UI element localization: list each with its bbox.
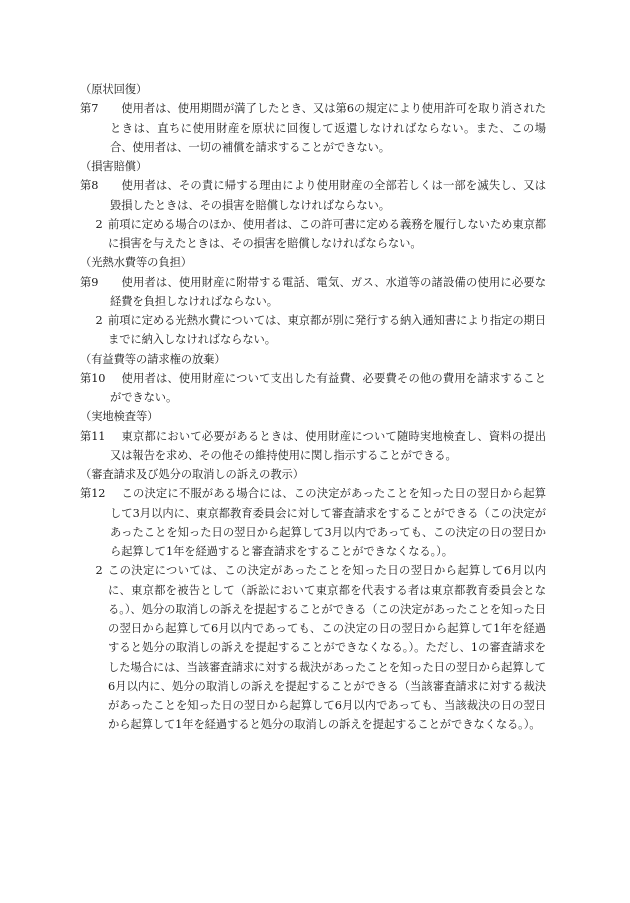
article-text: 使用者は、その責に帰する理由により使用財産の全部若しくは一部を滅失し、又は毀損したときは、その損害を賠償しなければならない。 <box>110 179 546 212</box>
section-heading: （審査請求及び処分の取消しの訴えの教示） <box>80 468 304 481</box>
article-number: 第8 <box>80 179 99 193</box>
section-heading: （実地検査等） <box>80 410 159 424</box>
article-number: 第10 <box>80 371 106 385</box>
paragraph-number: 2 <box>95 564 103 578</box>
article-11 <box>80 427 546 466</box>
article-text: この決定に不服がある場合には、この決定があったことを知った日の翌日から起算して3月以内に、東京都教育委員会に対して審査請求をすることができる（この決定があったことを知った日の翌日から起算して3月以内であっても、この決定の日の翌日から起算して1年を経過すると審査請求をすることができなくなる。）。 <box>110 487 546 558</box>
section-utilities <box>80 253 546 349</box>
article-8-paragraph-2 <box>80 215 546 254</box>
section-restoration <box>80 80 546 157</box>
paragraph-text: 前項に定める場合のほか、使用者は、この許可書に定める義務を履行しないため東京都に損害を与えたときは、その損害を賠償しなければならない。 <box>108 217 546 250</box>
article-9 <box>80 273 546 312</box>
paragraph-number: 2 <box>95 217 103 231</box>
section-appeal-notice <box>80 465 546 735</box>
article-number: 第11 <box>80 429 106 443</box>
article-text: 東京都において必要があるときは、使用財産について随時実地検査し、資料の提出又は報告を求め、その他その維持使用に関し指示することができる。 <box>110 429 546 462</box>
section-heading: （損害賠償） <box>80 160 148 173</box>
article-text: 使用者は、使用財産について支出した有益費、必要費その他の費用を請求することができない。 <box>110 371 546 404</box>
article-12 <box>80 484 546 561</box>
paragraph-number: 2 <box>95 314 103 327</box>
article-text: 使用者は、使用期間が満了したとき、又は第6の規定により使用許可を取り消されたときは、直ちに使用財産を原状に回復して返還しなければならない。また、この場合、使用者は、一切の補償を請求することができない。 <box>110 102 546 154</box>
paragraph-text: この決定については、この決定があったことを知った日の翌日から起算して6月以内に、東京都を被告として（訴訟において東京都を代表する者は東京都教育委員会となる。）、処分の取消しの訴えを提起することができる（この決定があったことを知った日の翌日から起算して6月以内であっても、この決定の日の翌日から起算して1年を経過すると処分の取消しの訴えを提起することができなくなる。）。ただし、1の審査請求をした場合には、当該審査請求に対する裁決があったことを知った日の翌日から起算して6月以内に、処分の取消しの訴えを提起することができる（当該審査請求に対する裁決があったことを知った日の翌日から起算して6月以内であっても、当該裁決の日の翌日から起算して1年を経過すると処分の取消しの訴えを提起することができなくなる。）。 <box>108 564 546 732</box>
article-9-paragraph-2 <box>80 311 546 350</box>
article-7 <box>80 99 546 157</box>
article-8 <box>80 176 546 215</box>
paragraph-text: 前項に定める光熱水費については、東京都が別に発行する納入通知書により指定の期日までに納入しなければならない。 <box>108 314 546 347</box>
article-text: 使用者は、使用財産に附帯する電話、電気、ガス、水道等の諸設備の使用に必要な経費を負担しなければならない。 <box>110 275 546 308</box>
section-heading: （原状回復） <box>80 83 148 96</box>
section-damages <box>80 157 546 253</box>
article-10 <box>80 369 546 408</box>
document-body <box>80 80 546 735</box>
article-number: 第9 <box>80 275 99 289</box>
section-inspection <box>80 407 546 465</box>
section-waiver <box>80 350 546 408</box>
article-12-paragraph-2 <box>80 561 546 734</box>
section-heading: （光熱水費等の負担） <box>80 256 192 270</box>
article-number: 第12 <box>80 487 106 501</box>
article-number: 第7 <box>80 102 99 116</box>
section-heading: （有益費等の請求権の放棄） <box>80 352 226 366</box>
